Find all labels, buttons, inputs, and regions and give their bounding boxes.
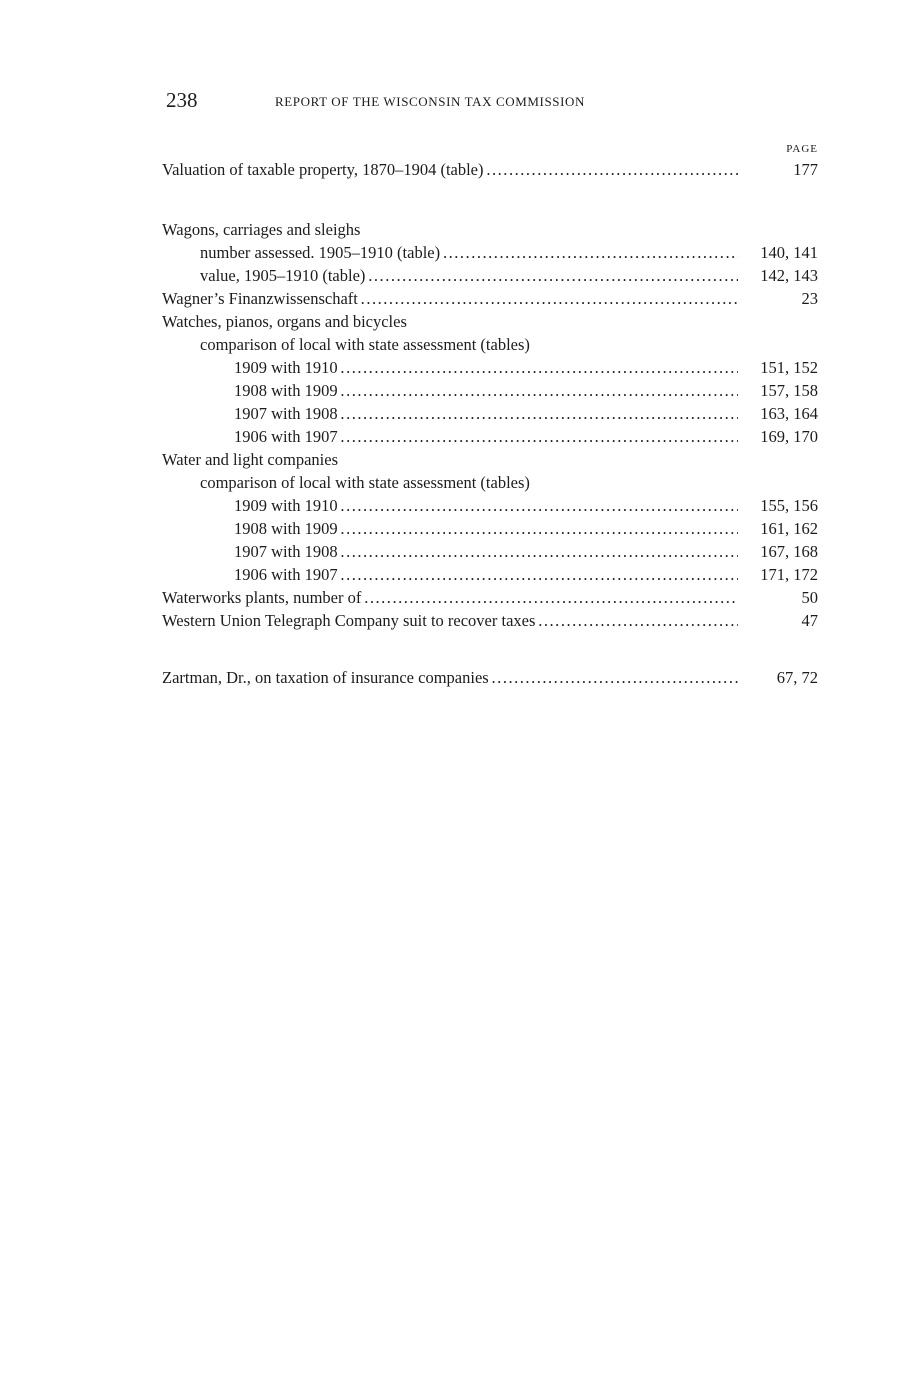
index-subentry-watches-1909 [162, 356, 818, 379]
page-number: 238 [166, 88, 198, 112]
index-entry-western-union [162, 609, 818, 632]
entry-pages: 171, 172 [760, 565, 818, 584]
entry-text: comparison of local with state assessment (tables) [200, 335, 530, 354]
entry-text: 1908 with 1909 . . . [234, 379, 738, 402]
index-subentry-water-light-1906 [162, 563, 818, 586]
entry-text: 1907 with 1908 . . . [234, 540, 738, 563]
entry-pages: 161, 162 [760, 519, 818, 538]
entry-text: 1909 with 1910 . . . [234, 494, 738, 517]
entry-pages: 142, 143 [760, 266, 818, 285]
entry-text: Water and light companies [162, 450, 338, 469]
entry-pages: 167, 168 [760, 542, 818, 561]
index-subentry-watches-1906 [162, 425, 818, 448]
index-entry-waterworks [162, 586, 818, 609]
running-title: REPORT OF THE WISCONSIN TAX COMMISSION [275, 94, 586, 109]
entry-pages: 23 [801, 289, 818, 308]
page-column-label: PAGE [786, 143, 818, 155]
entry-text: Wagons, carriages and sleighs [162, 220, 361, 239]
entry-text: number assessed. 1905–1910 (table) . . . [200, 241, 738, 264]
index-entry-valuation-taxable-property [162, 158, 818, 181]
entry-text: Valuation of taxable property, 1870–1904 (table) . . . [162, 158, 738, 181]
index-subentry-watches-1908 [162, 379, 818, 402]
entry-text: comparison of local with state assessment (tables) [200, 473, 530, 492]
entry-pages: 67, 72 [776, 668, 818, 687]
index-subentry-water-light-comparison [162, 471, 818, 494]
index-entry-wagner [162, 287, 818, 310]
letter-section-gap [162, 632, 818, 666]
entry-text: Zartman, Dr., on taxation of insurance companies . . . [162, 666, 738, 689]
entry-text: 1908 with 1909 . . . [234, 517, 738, 540]
entry-text: Wagner’s Finanzwissenschaft . . . [162, 287, 738, 310]
index-subentry-watches-comparison [162, 333, 818, 356]
entry-pages: 155, 156 [760, 496, 818, 515]
entry-pages: 50 [801, 588, 818, 607]
entry-text: value, 1905–1910 (table) . . . [200, 264, 738, 287]
entry-text: Waterworks plants, number of . . . [162, 586, 738, 609]
entry-pages: 169, 170 [760, 427, 818, 446]
index-entries [162, 158, 818, 689]
entry-text: 1906 with 1907 . . . [234, 425, 738, 448]
index-subentry-wagons-value [162, 264, 818, 287]
entry-text: Western Union Telegraph Company suit to recover taxes . . . [162, 609, 738, 632]
index-entry-water-light [162, 448, 818, 471]
index-subentry-water-light-1908 [162, 517, 818, 540]
letter-section-gap [162, 181, 818, 218]
index-subentry-water-light-1909 [162, 494, 818, 517]
index-entry-watches [162, 310, 818, 333]
index-subentry-watches-1907 [162, 402, 818, 425]
entry-text: 1907 with 1908 . . . [234, 402, 738, 425]
entry-pages: 47 [801, 611, 818, 630]
entry-pages: 140, 141 [760, 243, 818, 262]
entry-pages: 151, 152 [760, 358, 818, 377]
index-subentry-water-light-1907 [162, 540, 818, 563]
index-entry-zartman [162, 666, 818, 689]
entry-text: 1906 with 1907 . . . [234, 563, 738, 586]
entry-text: 1909 with 1910 . . . [234, 356, 738, 379]
index-subentry-wagons-number [162, 241, 818, 264]
entry-text: Watches, pianos, organs and bicycles [162, 312, 407, 331]
entry-pages: 157, 158 [760, 381, 818, 400]
page-header [166, 88, 711, 118]
entry-pages: 177 [793, 160, 818, 179]
entry-pages: 163, 164 [760, 404, 818, 423]
index-entry-wagons [162, 218, 818, 241]
